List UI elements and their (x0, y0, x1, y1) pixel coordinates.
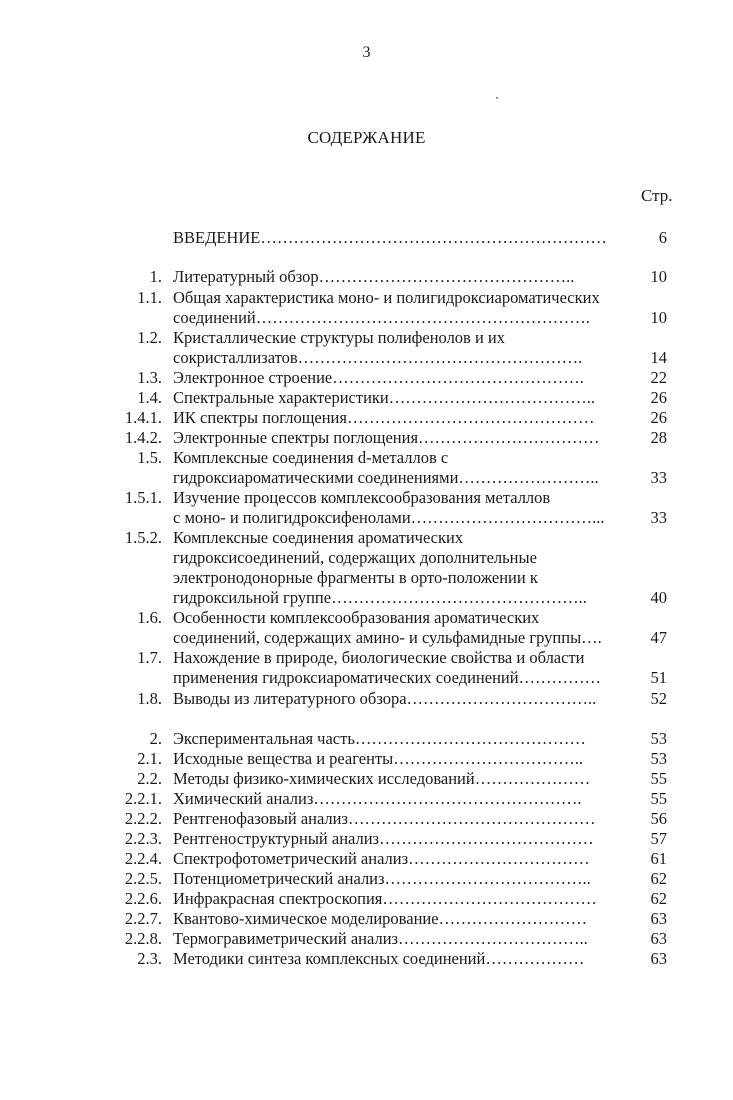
toc-entry-number: 2.2.1. (124, 789, 162, 808)
toc-entry-title: Методики синтеза комплексных соединений……………… (173, 949, 585, 968)
toc-entry (0, 407, 733, 427)
toc-entry (0, 768, 733, 788)
toc-entry-title: Кристаллические структуры полифенолов и их (173, 328, 505, 347)
toc-entry (0, 688, 733, 708)
toc-entry (0, 266, 733, 286)
toc-entry-number: 1.7. (137, 648, 162, 667)
toc-entry-title: ВВЕДЕНИЕ……………………………………………………… (173, 228, 607, 247)
toc-entry-number: 1. (149, 267, 162, 286)
toc-entry-number: 2.2.6. (124, 889, 162, 908)
toc-entry (0, 888, 733, 908)
toc-entry-title: Электронные спектры поглощения…………………………… (173, 428, 600, 447)
toc-entry-page: 28 (650, 428, 667, 447)
toc-entry-number: 2.2.2. (124, 809, 162, 828)
toc-entry-number: 1.6. (137, 608, 162, 627)
toc-entry (0, 607, 733, 647)
toc-entry-number: 2.2.4. (124, 849, 162, 868)
toc-entry-page: 63 (650, 909, 667, 928)
toc-entry (0, 868, 733, 888)
toc-entry-number: 2. (149, 729, 162, 748)
toc-entry-number: 1.2. (137, 328, 162, 347)
toc-entry-page: 53 (650, 749, 667, 768)
toc-entry-title: Рентгенофазовый анализ……………………………………… (173, 809, 596, 828)
toc-entry-title: Потенциометрический анализ……………………………….. (173, 869, 591, 888)
toc-entry-title: сокристаллизатов……………………………………………. (173, 348, 583, 367)
toc-entry-page: 14 (650, 348, 667, 367)
toc-entry-title: Термогравиметрический анализ…………………………….. (173, 929, 588, 948)
toc-entry-number: 1.5.1. (124, 488, 162, 507)
toc-entry-page: 52 (650, 689, 667, 708)
toc-entry-page: 33 (650, 508, 667, 527)
toc-entry-number: 2.1. (137, 749, 162, 768)
toc-entry-number: 1.4. (137, 388, 162, 407)
toc-entry-page: 62 (650, 869, 667, 888)
toc-entry (0, 227, 733, 247)
toc-entry-title: Литературный обзор……………………………………….. (173, 267, 575, 286)
toc-entry-title: Особенности комплексообразования ароматических (173, 608, 540, 627)
toc-entry-number: 2.2. (137, 769, 162, 788)
toc-entry (0, 387, 733, 407)
toc-entry-page: 51 (650, 668, 667, 687)
toc-entry-title: Электронное строение………………………………………. (173, 368, 584, 387)
toc-entry-title: Спектральные характеристики……………………………….. (173, 388, 596, 407)
toc-entry-page: 47 (650, 628, 667, 647)
toc-entry-title: гидроксисоединений, содержащих дополнительные (173, 548, 537, 567)
toc-entry-title: соединений……………………………………………………. (173, 308, 590, 327)
toc-entry (0, 427, 733, 447)
toc-entry-title: электронодонорные фрагменты в орто-положении к (173, 568, 538, 587)
toc-entry-title: применения гидроксиароматических соединений…………… (173, 668, 602, 687)
toc-entry-number: 1.8. (137, 689, 162, 708)
toc-entry (0, 928, 733, 948)
toc-entry-page: 61 (650, 849, 667, 868)
toc-entry-title: Изучение процессов комплексообразования металлов (173, 488, 551, 507)
page-number: 3 (362, 44, 371, 61)
toc-entry (0, 527, 733, 607)
toc-entry (0, 848, 733, 868)
toc-entry-page: 33 (650, 468, 667, 487)
toc-entry-title: Комплексные соединения ароматических (173, 528, 464, 547)
toc-entry-title: Спектрофотометрический анализ…………………………… (173, 849, 590, 868)
toc-entry (0, 828, 733, 848)
toc-entry-page: 26 (650, 408, 667, 427)
toc-entry-number: 2.2.5. (124, 869, 162, 888)
toc-entry-page: 10 (650, 267, 667, 286)
toc-entry-title: Методы физико-химических исследований………………… (173, 769, 591, 788)
toc-entry-title: Комплексные соединения d-металлов с (173, 448, 449, 467)
toc-entry-page: 40 (650, 588, 667, 607)
toc-entry-page: 6 (658, 228, 667, 247)
toc-entry (0, 808, 733, 828)
toc-entry-title: Исходные вещества и реагенты…………………………….. (173, 749, 583, 768)
toc-entry-title: Рентгеноструктурный анализ………………………………… (173, 829, 594, 848)
toc-entry-page: 55 (650, 789, 667, 808)
page-title: СОДЕРЖАНИЕ (307, 128, 426, 147)
toc-entry-number: 2.3. (137, 949, 162, 968)
toc-entry-number: 2.2.3. (124, 829, 162, 848)
toc-entry-title: гидроксиароматическими соединениями…………………….. (173, 468, 599, 487)
toc-entry-title: Химический анализ…………………………………………. (173, 789, 582, 808)
toc-entry (0, 287, 733, 327)
toc-entry-page: 62 (650, 889, 667, 908)
toc-entry-number: 1.3. (137, 368, 162, 387)
toc-entry-title: гидроксильной группе……………………………………….. (173, 588, 587, 607)
toc-entry-title: Выводы из литературного обзора…………………………….. (173, 689, 597, 708)
toc-entry-number: 2.2.7. (124, 909, 162, 928)
toc-entry-number: 1.5.2. (124, 528, 162, 547)
toc-entry-number: 1.5. (137, 448, 162, 467)
toc-entry-title: Инфракрасная спектроскопия………………………………… (173, 889, 597, 908)
toc-entry-page: 56 (650, 809, 667, 828)
toc-entry-title: Экспериментальная часть…………………………………… (173, 729, 586, 748)
toc-entry-page: 55 (650, 769, 667, 788)
toc-entry-number: 1.4.1. (124, 408, 162, 427)
toc-entry (0, 748, 733, 768)
toc-entry-number: 1.4.2. (124, 428, 162, 447)
toc-entry-number: 1.1. (137, 288, 162, 307)
toc-entry-title: ИК спектры поглощения……………………………………… (173, 408, 595, 427)
toc-entry-page: 63 (650, 949, 667, 968)
toc-entry-page: 57 (650, 829, 667, 848)
toc-entry-title: Квантово-химическое моделирование……………………… (173, 909, 588, 928)
toc-entry (0, 728, 733, 748)
toc-entry (0, 487, 733, 527)
toc-entry-title: Общая характеристика моно- и полигидроксиароматических (173, 288, 600, 307)
toc-entry-title: соединений, содержащих амино- и сульфамидные группы…. (173, 628, 602, 647)
toc-entry (0, 948, 733, 968)
toc-entry (0, 908, 733, 928)
toc-entry-number: 2.2.8. (124, 929, 162, 948)
toc-entry (0, 447, 733, 487)
toc-entry-page: 22 (650, 368, 667, 387)
toc-entry-title: Нахождение в природе, биологические свойства и области (173, 648, 585, 667)
toc-entry (0, 327, 733, 367)
scan-speck (496, 97, 498, 99)
toc-entry-title: с моно- и полигидроксифенолами……………………………... (173, 508, 605, 527)
toc-entry (0, 367, 733, 387)
toc-entry-page: 63 (650, 929, 667, 948)
toc-entry (0, 647, 733, 687)
toc-entry-page: 53 (650, 729, 667, 748)
page-column-header: Стр. (641, 186, 673, 205)
toc-entry (0, 788, 733, 808)
toc-entry-page: 10 (650, 308, 667, 327)
toc-entry-page: 26 (650, 388, 667, 407)
